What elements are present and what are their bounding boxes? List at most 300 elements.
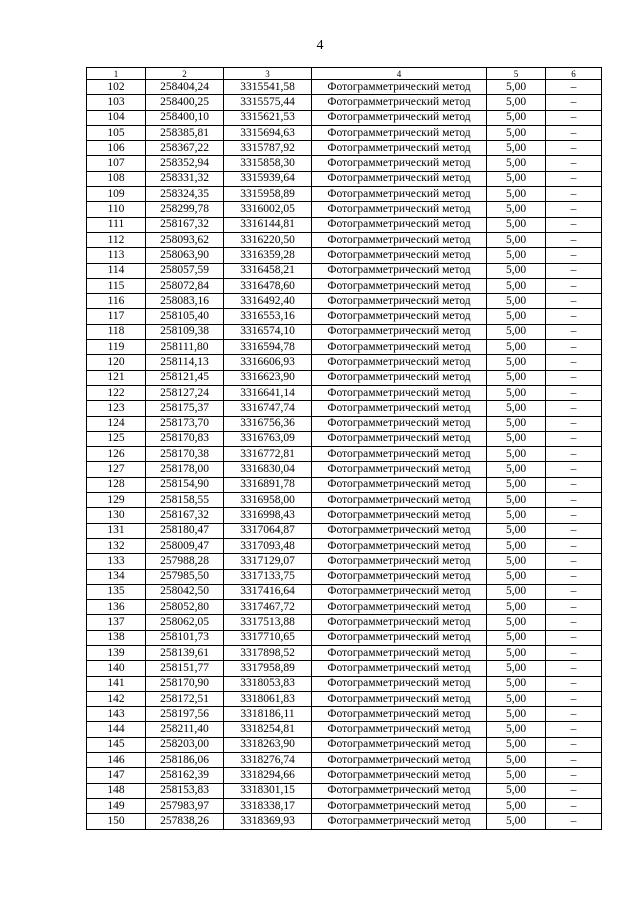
x-coordinate-cell: 258121,45 xyxy=(146,370,224,385)
x-coordinate-cell: 258186,06 xyxy=(146,753,224,768)
note-cell: – xyxy=(546,125,602,140)
method-cell: Фотограмметрический метод xyxy=(312,508,487,523)
note-cell: – xyxy=(546,707,602,722)
column-header: 2 xyxy=(146,68,224,80)
accuracy-cell: 5,00 xyxy=(487,691,546,706)
table-row xyxy=(87,248,602,263)
method-cell: Фотограмметрический метод xyxy=(312,523,487,538)
note-cell: – xyxy=(546,737,602,752)
accuracy-cell: 5,00 xyxy=(487,554,546,569)
note-cell: – xyxy=(546,232,602,247)
point-number-cell: 121 xyxy=(87,370,146,385)
table-row xyxy=(87,125,602,140)
point-number-cell: 123 xyxy=(87,401,146,416)
y-coordinate-cell: 3318276,74 xyxy=(224,753,312,768)
accuracy-cell: 5,00 xyxy=(487,416,546,431)
table-row xyxy=(87,462,602,477)
y-coordinate-cell: 3316756,36 xyxy=(224,416,312,431)
x-coordinate-cell: 258170,83 xyxy=(146,431,224,446)
point-number-cell: 135 xyxy=(87,584,146,599)
method-cell: Фотограмметрический метод xyxy=(312,202,487,217)
point-number-cell: 147 xyxy=(87,768,146,783)
point-number-cell: 119 xyxy=(87,340,146,355)
y-coordinate-cell: 3316958,00 xyxy=(224,493,312,508)
table-row xyxy=(87,798,602,813)
method-cell: Фотограмметрический метод xyxy=(312,645,487,660)
table-row xyxy=(87,645,602,660)
table-row xyxy=(87,600,602,615)
y-coordinate-cell: 3315787,92 xyxy=(224,141,312,156)
table-row xyxy=(87,569,602,584)
point-number-cell: 146 xyxy=(87,753,146,768)
point-number-cell: 138 xyxy=(87,630,146,645)
accuracy-cell: 5,00 xyxy=(487,600,546,615)
x-coordinate-cell: 258154,90 xyxy=(146,477,224,492)
point-number-cell: 149 xyxy=(87,798,146,813)
table-row xyxy=(87,722,602,737)
accuracy-cell: 5,00 xyxy=(487,493,546,508)
y-coordinate-cell: 3316492,40 xyxy=(224,294,312,309)
x-coordinate-cell: 257985,50 xyxy=(146,569,224,584)
accuracy-cell: 5,00 xyxy=(487,584,546,599)
table-row xyxy=(87,385,602,400)
point-number-cell: 142 xyxy=(87,691,146,706)
note-cell: – xyxy=(546,691,602,706)
y-coordinate-cell: 3317129,07 xyxy=(224,554,312,569)
point-number-cell: 130 xyxy=(87,508,146,523)
accuracy-cell: 5,00 xyxy=(487,248,546,263)
method-cell: Фотограмметрический метод xyxy=(312,691,487,706)
point-number-cell: 110 xyxy=(87,202,146,217)
point-number-cell: 129 xyxy=(87,493,146,508)
point-number-cell: 137 xyxy=(87,615,146,630)
column-header: 6 xyxy=(546,68,602,80)
accuracy-cell: 5,00 xyxy=(487,645,546,660)
table-row xyxy=(87,217,602,232)
y-coordinate-cell: 3318061,83 xyxy=(224,691,312,706)
x-coordinate-cell: 258153,83 xyxy=(146,783,224,798)
x-coordinate-cell: 258211,40 xyxy=(146,722,224,737)
y-coordinate-cell: 3316747,74 xyxy=(224,401,312,416)
table-row xyxy=(87,278,602,293)
table-row xyxy=(87,768,602,783)
x-coordinate-cell: 258367,22 xyxy=(146,141,224,156)
accuracy-cell: 5,00 xyxy=(487,202,546,217)
point-number-cell: 103 xyxy=(87,95,146,110)
accuracy-cell: 5,00 xyxy=(487,462,546,477)
accuracy-cell: 5,00 xyxy=(487,80,546,95)
table-row xyxy=(87,370,602,385)
table-row xyxy=(87,753,602,768)
x-coordinate-cell: 258057,59 xyxy=(146,263,224,278)
y-coordinate-cell: 3317710,65 xyxy=(224,630,312,645)
table-row xyxy=(87,477,602,492)
x-coordinate-cell: 258324,35 xyxy=(146,187,224,202)
table-row xyxy=(87,110,602,125)
x-coordinate-cell: 258162,39 xyxy=(146,768,224,783)
note-cell: – xyxy=(546,110,602,125)
page-number: 4 xyxy=(316,38,324,53)
method-cell: Фотограмметрический метод xyxy=(312,447,487,462)
accuracy-cell: 5,00 xyxy=(487,324,546,339)
table-row xyxy=(87,80,602,95)
point-number-cell: 109 xyxy=(87,187,146,202)
method-cell: Фотограмметрический метод xyxy=(312,370,487,385)
method-cell: Фотограмметрический метод xyxy=(312,600,487,615)
accuracy-cell: 5,00 xyxy=(487,110,546,125)
table-row xyxy=(87,232,602,247)
point-number-cell: 105 xyxy=(87,125,146,140)
x-coordinate-cell: 258083,16 xyxy=(146,294,224,309)
x-coordinate-cell: 258093,62 xyxy=(146,232,224,247)
table-row xyxy=(87,523,602,538)
accuracy-cell: 5,00 xyxy=(487,814,546,829)
point-number-cell: 107 xyxy=(87,156,146,171)
method-cell: Фотограмметрический метод xyxy=(312,171,487,186)
y-coordinate-cell: 3315694,63 xyxy=(224,125,312,140)
point-number-cell: 140 xyxy=(87,661,146,676)
y-coordinate-cell: 3316998,43 xyxy=(224,508,312,523)
column-header: 4 xyxy=(312,68,487,80)
x-coordinate-cell: 258139,61 xyxy=(146,645,224,660)
note-cell: – xyxy=(546,202,602,217)
note-cell: – xyxy=(546,615,602,630)
accuracy-cell: 5,00 xyxy=(487,401,546,416)
accuracy-cell: 5,00 xyxy=(487,340,546,355)
y-coordinate-cell: 3316606,93 xyxy=(224,355,312,370)
x-coordinate-cell: 258400,25 xyxy=(146,95,224,110)
x-coordinate-cell: 258172,51 xyxy=(146,691,224,706)
method-cell: Фотограмметрический метод xyxy=(312,493,487,508)
method-cell: Фотограмметрический метод xyxy=(312,248,487,263)
method-cell: Фотограмметрический метод xyxy=(312,661,487,676)
note-cell: – xyxy=(546,171,602,186)
note-cell: – xyxy=(546,95,602,110)
x-coordinate-cell: 258042,50 xyxy=(146,584,224,599)
method-cell: Фотограмметрический метод xyxy=(312,707,487,722)
note-cell: – xyxy=(546,324,602,339)
accuracy-cell: 5,00 xyxy=(487,187,546,202)
method-cell: Фотограмметрический метод xyxy=(312,401,487,416)
table-row xyxy=(87,202,602,217)
x-coordinate-cell: 258170,90 xyxy=(146,676,224,691)
x-coordinate-cell: 258331,32 xyxy=(146,171,224,186)
method-cell: Фотограмметрический метод xyxy=(312,615,487,630)
method-cell: Фотограмметрический метод xyxy=(312,814,487,829)
x-coordinate-cell: 258170,38 xyxy=(146,447,224,462)
note-cell: – xyxy=(546,294,602,309)
note-cell: – xyxy=(546,401,602,416)
y-coordinate-cell: 3317093,48 xyxy=(224,538,312,553)
x-coordinate-cell: 258114,13 xyxy=(146,355,224,370)
y-coordinate-cell: 3316763,09 xyxy=(224,431,312,446)
x-coordinate-cell: 258062,05 xyxy=(146,615,224,630)
x-coordinate-cell: 258072,84 xyxy=(146,278,224,293)
note-cell: – xyxy=(546,661,602,676)
note-cell: – xyxy=(546,783,602,798)
accuracy-cell: 5,00 xyxy=(487,125,546,140)
note-cell: – xyxy=(546,676,602,691)
method-cell: Фотограмметрический метод xyxy=(312,187,487,202)
method-cell: Фотограмметрический метод xyxy=(312,278,487,293)
accuracy-cell: 5,00 xyxy=(487,232,546,247)
x-coordinate-cell: 258109,38 xyxy=(146,324,224,339)
point-number-cell: 104 xyxy=(87,110,146,125)
table-row xyxy=(87,355,602,370)
y-coordinate-cell: 3318294,66 xyxy=(224,768,312,783)
note-cell: – xyxy=(546,523,602,538)
y-coordinate-cell: 3318263,90 xyxy=(224,737,312,752)
x-coordinate-cell: 258299,78 xyxy=(146,202,224,217)
method-cell: Фотограмметрический метод xyxy=(312,263,487,278)
table-row xyxy=(87,156,602,171)
y-coordinate-cell: 3318338,17 xyxy=(224,798,312,813)
method-cell: Фотограмметрический метод xyxy=(312,217,487,232)
table-row xyxy=(87,584,602,599)
x-coordinate-cell: 258063,90 xyxy=(146,248,224,263)
accuracy-cell: 5,00 xyxy=(487,431,546,446)
accuracy-cell: 5,00 xyxy=(487,156,546,171)
accuracy-cell: 5,00 xyxy=(487,477,546,492)
method-cell: Фотограмметрический метод xyxy=(312,676,487,691)
x-coordinate-cell: 258167,32 xyxy=(146,508,224,523)
note-cell: – xyxy=(546,600,602,615)
y-coordinate-cell: 3318301,15 xyxy=(224,783,312,798)
note-cell: – xyxy=(546,187,602,202)
y-coordinate-cell: 3316220,50 xyxy=(224,232,312,247)
accuracy-cell: 5,00 xyxy=(487,768,546,783)
point-number-cell: 143 xyxy=(87,707,146,722)
point-number-cell: 102 xyxy=(87,80,146,95)
y-coordinate-cell: 3316772,81 xyxy=(224,447,312,462)
table-row xyxy=(87,95,602,110)
accuracy-cell: 5,00 xyxy=(487,217,546,232)
note-cell: – xyxy=(546,630,602,645)
x-coordinate-cell: 258173,70 xyxy=(146,416,224,431)
x-coordinate-cell: 258105,40 xyxy=(146,309,224,324)
method-cell: Фотограмметрический метод xyxy=(312,156,487,171)
point-number-cell: 145 xyxy=(87,737,146,752)
point-number-cell: 120 xyxy=(87,355,146,370)
y-coordinate-cell: 3316574,10 xyxy=(224,324,312,339)
y-coordinate-cell: 3315939,64 xyxy=(224,171,312,186)
table-row xyxy=(87,783,602,798)
y-coordinate-cell: 3317467,72 xyxy=(224,600,312,615)
method-cell: Фотограмметрический метод xyxy=(312,462,487,477)
column-header: 1 xyxy=(87,68,146,80)
table-row xyxy=(87,814,602,829)
x-coordinate-cell: 258111,80 xyxy=(146,340,224,355)
y-coordinate-cell: 3318053,83 xyxy=(224,676,312,691)
point-number-cell: 148 xyxy=(87,783,146,798)
y-coordinate-cell: 3317064,87 xyxy=(224,523,312,538)
x-coordinate-cell: 258158,55 xyxy=(146,493,224,508)
point-number-cell: 127 xyxy=(87,462,146,477)
y-coordinate-cell: 3316830,04 xyxy=(224,462,312,477)
table-row xyxy=(87,416,602,431)
table-row xyxy=(87,737,602,752)
method-cell: Фотограмметрический метод xyxy=(312,309,487,324)
note-cell: – xyxy=(546,340,602,355)
note-cell: – xyxy=(546,141,602,156)
note-cell: – xyxy=(546,554,602,569)
y-coordinate-cell: 3316891,78 xyxy=(224,477,312,492)
point-number-cell: 111 xyxy=(87,217,146,232)
x-coordinate-cell: 258180,47 xyxy=(146,523,224,538)
accuracy-cell: 5,00 xyxy=(487,508,546,523)
point-number-cell: 132 xyxy=(87,538,146,553)
point-number-cell: 106 xyxy=(87,141,146,156)
note-cell: – xyxy=(546,217,602,232)
note-cell: – xyxy=(546,248,602,263)
x-coordinate-cell: 257838,26 xyxy=(146,814,224,829)
table-row xyxy=(87,324,602,339)
x-coordinate-cell: 258052,80 xyxy=(146,600,224,615)
table-row xyxy=(87,707,602,722)
x-coordinate-cell: 257983,97 xyxy=(146,798,224,813)
point-number-cell: 124 xyxy=(87,416,146,431)
method-cell: Фотограмметрический метод xyxy=(312,798,487,813)
note-cell: – xyxy=(546,753,602,768)
note-cell: – xyxy=(546,462,602,477)
table-row xyxy=(87,171,602,186)
y-coordinate-cell: 3315575,44 xyxy=(224,95,312,110)
method-cell: Фотограмметрический метод xyxy=(312,753,487,768)
accuracy-cell: 5,00 xyxy=(487,569,546,584)
method-cell: Фотограмметрический метод xyxy=(312,768,487,783)
table-row xyxy=(87,309,602,324)
y-coordinate-cell: 3315621,53 xyxy=(224,110,312,125)
point-number-cell: 116 xyxy=(87,294,146,309)
table-row xyxy=(87,661,602,676)
y-coordinate-cell: 3317513,88 xyxy=(224,615,312,630)
table-row xyxy=(87,141,602,156)
accuracy-cell: 5,00 xyxy=(487,737,546,752)
method-cell: Фотограмметрический метод xyxy=(312,538,487,553)
point-number-cell: 141 xyxy=(87,676,146,691)
accuracy-cell: 5,00 xyxy=(487,538,546,553)
y-coordinate-cell: 3316002,05 xyxy=(224,202,312,217)
y-coordinate-cell: 3315958,89 xyxy=(224,187,312,202)
method-cell: Фотограмметрический метод xyxy=(312,737,487,752)
x-coordinate-cell: 258197,56 xyxy=(146,707,224,722)
accuracy-cell: 5,00 xyxy=(487,661,546,676)
method-cell: Фотограмметрический метод xyxy=(312,110,487,125)
x-coordinate-cell: 258127,24 xyxy=(146,385,224,400)
point-number-cell: 133 xyxy=(87,554,146,569)
table-row xyxy=(87,340,602,355)
y-coordinate-cell: 3316641,14 xyxy=(224,385,312,400)
accuracy-cell: 5,00 xyxy=(487,798,546,813)
y-coordinate-cell: 3315858,30 xyxy=(224,156,312,171)
accuracy-cell: 5,00 xyxy=(487,630,546,645)
accuracy-cell: 5,00 xyxy=(487,171,546,186)
point-number-cell: 139 xyxy=(87,645,146,660)
point-number-cell: 126 xyxy=(87,447,146,462)
note-cell: – xyxy=(546,645,602,660)
x-coordinate-cell: 258352,94 xyxy=(146,156,224,171)
method-cell: Фотограмметрический метод xyxy=(312,569,487,584)
y-coordinate-cell: 3317958,89 xyxy=(224,661,312,676)
x-coordinate-cell: 258101,73 xyxy=(146,630,224,645)
method-cell: Фотограмметрический метод xyxy=(312,80,487,95)
note-cell: – xyxy=(546,493,602,508)
note-cell: – xyxy=(546,798,602,813)
table-row xyxy=(87,431,602,446)
x-coordinate-cell: 258167,32 xyxy=(146,217,224,232)
point-number-cell: 113 xyxy=(87,248,146,263)
accuracy-cell: 5,00 xyxy=(487,783,546,798)
table-row xyxy=(87,263,602,278)
table-row xyxy=(87,493,602,508)
y-coordinate-cell: 3316458,21 xyxy=(224,263,312,278)
note-cell: – xyxy=(546,416,602,431)
accuracy-cell: 5,00 xyxy=(487,385,546,400)
y-coordinate-cell: 3316553,16 xyxy=(224,309,312,324)
x-coordinate-cell: 258175,37 xyxy=(146,401,224,416)
note-cell: – xyxy=(546,814,602,829)
point-number-cell: 144 xyxy=(87,722,146,737)
point-number-cell: 114 xyxy=(87,263,146,278)
table-header-row xyxy=(87,68,602,80)
method-cell: Фотограмметрический метод xyxy=(312,232,487,247)
table-row xyxy=(87,615,602,630)
accuracy-cell: 5,00 xyxy=(487,309,546,324)
table-row xyxy=(87,508,602,523)
table-row xyxy=(87,187,602,202)
y-coordinate-cell: 3318369,93 xyxy=(224,814,312,829)
point-number-cell: 112 xyxy=(87,232,146,247)
table-row xyxy=(87,691,602,706)
note-cell: – xyxy=(546,80,602,95)
accuracy-cell: 5,00 xyxy=(487,447,546,462)
note-cell: – xyxy=(546,431,602,446)
method-cell: Фотограмметрический метод xyxy=(312,385,487,400)
point-number-cell: 150 xyxy=(87,814,146,829)
table-row xyxy=(87,401,602,416)
x-coordinate-cell: 258404,24 xyxy=(146,80,224,95)
method-cell: Фотограмметрический метод xyxy=(312,630,487,645)
note-cell: – xyxy=(546,584,602,599)
method-cell: Фотограмметрический метод xyxy=(312,584,487,599)
y-coordinate-cell: 3316359,28 xyxy=(224,248,312,263)
note-cell: – xyxy=(546,569,602,584)
method-cell: Фотограмметрический метод xyxy=(312,355,487,370)
method-cell: Фотограмметрический метод xyxy=(312,141,487,156)
accuracy-cell: 5,00 xyxy=(487,141,546,156)
x-coordinate-cell: 258178,00 xyxy=(146,462,224,477)
accuracy-cell: 5,00 xyxy=(487,523,546,538)
table-row xyxy=(87,554,602,569)
note-cell: – xyxy=(546,355,602,370)
note-cell: – xyxy=(546,768,602,783)
note-cell: – xyxy=(546,309,602,324)
point-number-cell: 122 xyxy=(87,385,146,400)
y-coordinate-cell: 3315541,58 xyxy=(224,80,312,95)
x-coordinate-cell: 258400,10 xyxy=(146,110,224,125)
table-row xyxy=(87,294,602,309)
note-cell: – xyxy=(546,722,602,737)
point-number-cell: 131 xyxy=(87,523,146,538)
point-number-cell: 136 xyxy=(87,600,146,615)
accuracy-cell: 5,00 xyxy=(487,707,546,722)
method-cell: Фотограмметрический метод xyxy=(312,554,487,569)
method-cell: Фотограмметрический метод xyxy=(312,340,487,355)
y-coordinate-cell: 3316594,78 xyxy=(224,340,312,355)
y-coordinate-cell: 3316478,60 xyxy=(224,278,312,293)
method-cell: Фотограмметрический метод xyxy=(312,477,487,492)
method-cell: Фотограмметрический метод xyxy=(312,431,487,446)
